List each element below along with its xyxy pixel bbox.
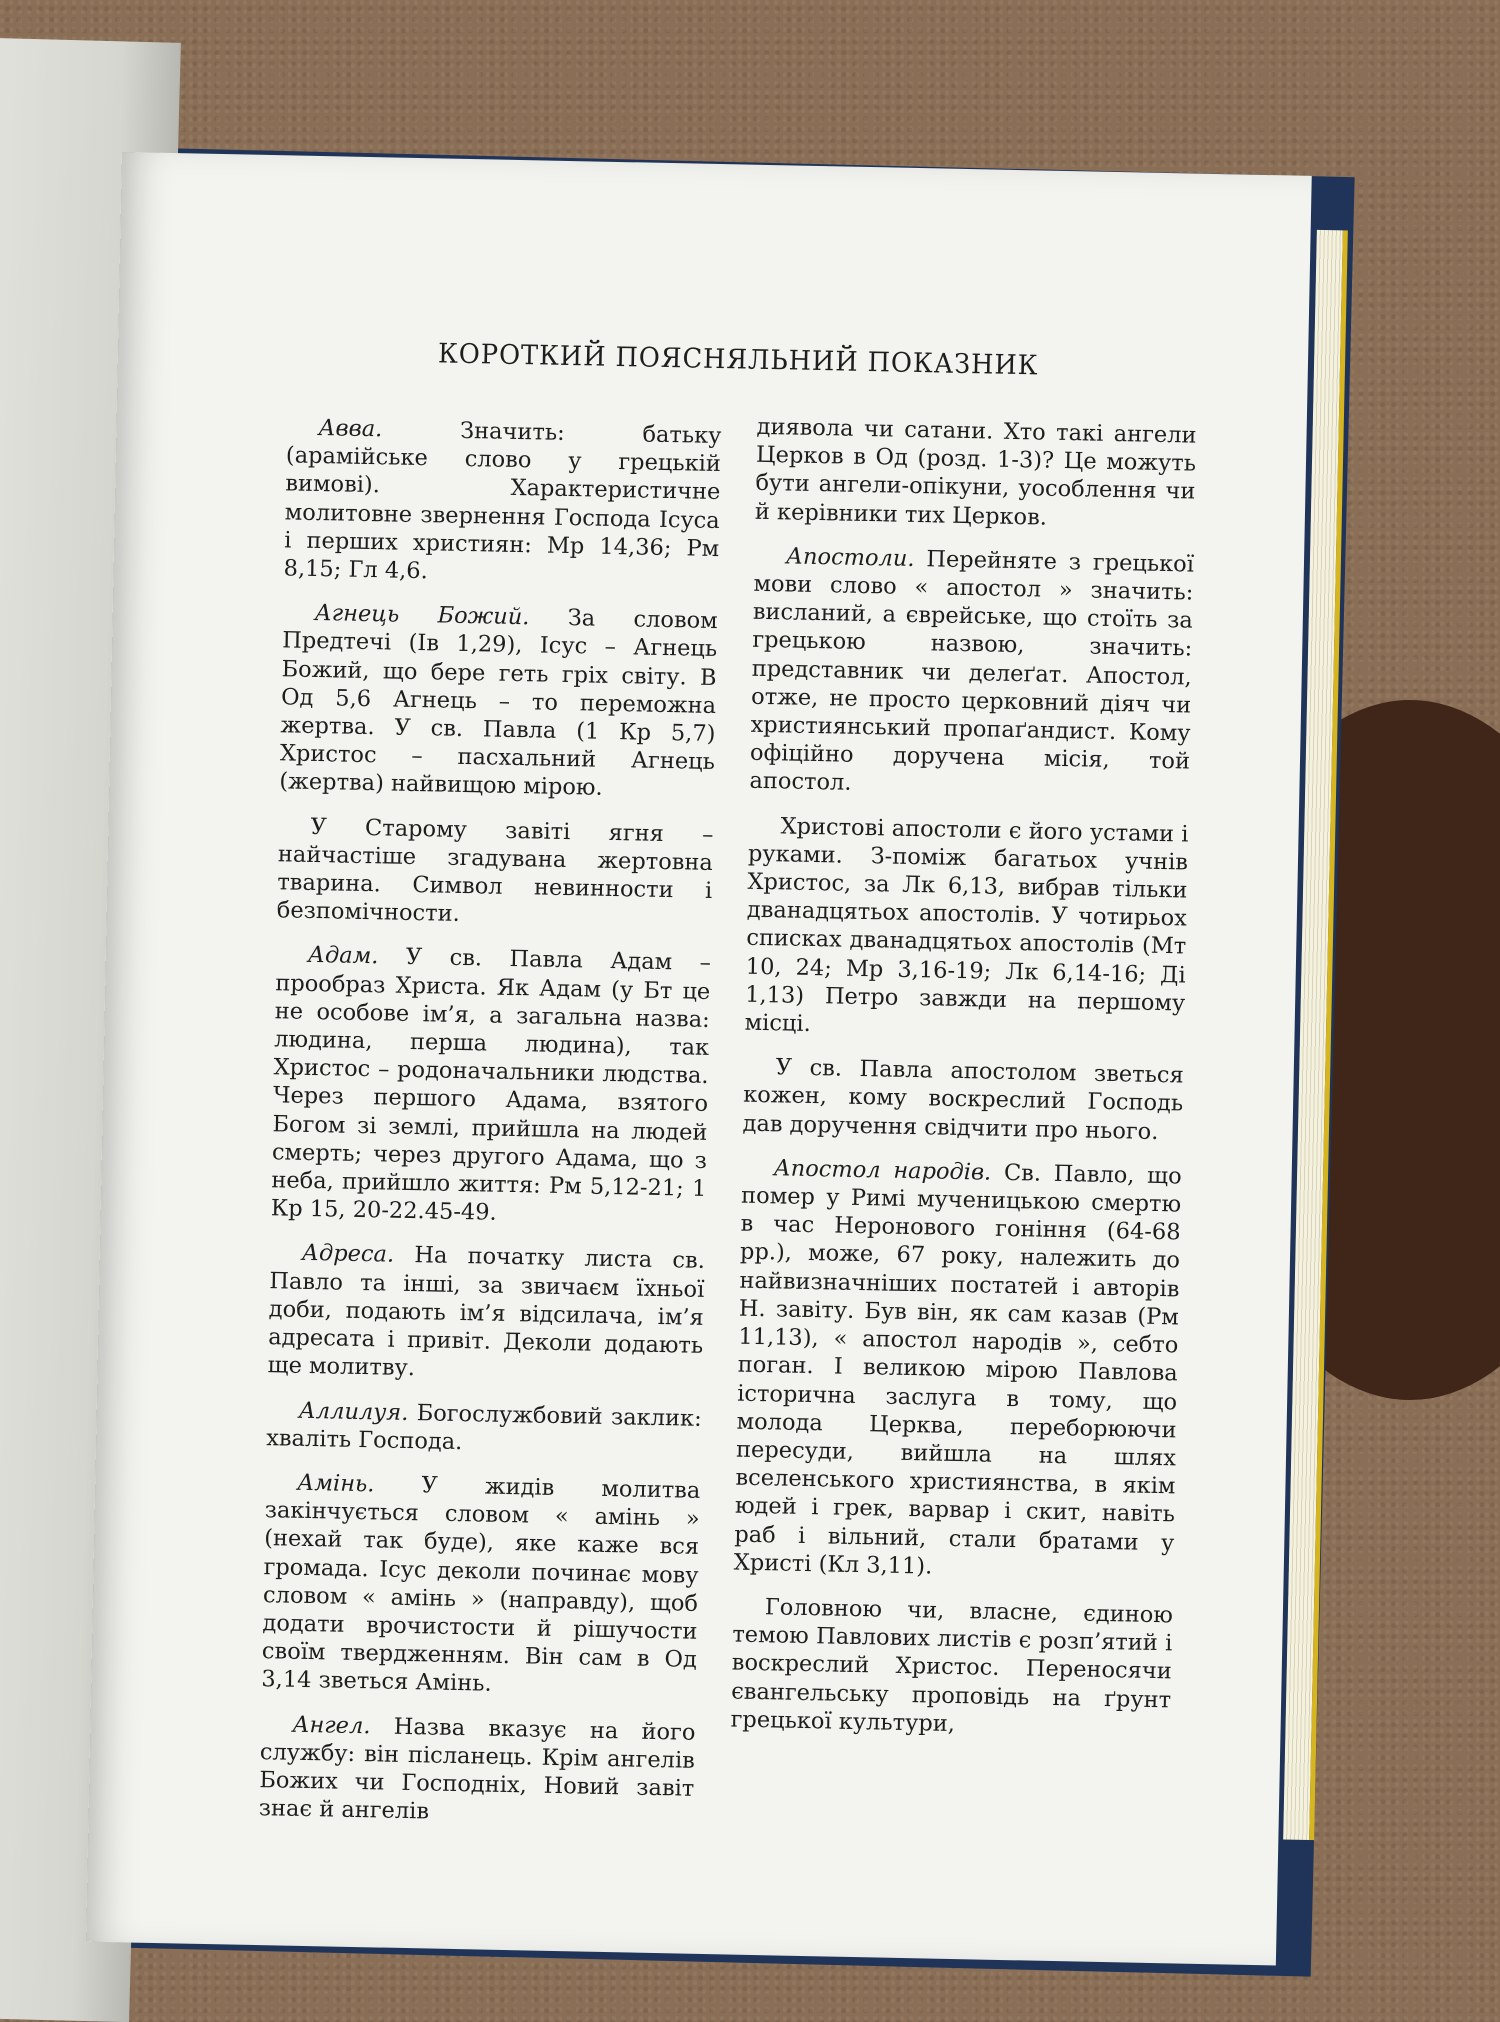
glossary-entry: [261, 1468, 700, 1702]
book-page: [86, 152, 1312, 1966]
entry-text: У св. Павла апостолом зветься кожен, кому воскреслий Господь дав доручення свідчити про нього.: [742, 1054, 1184, 1145]
glossary-entry: [744, 811, 1188, 1045]
glossary-entry: [259, 1710, 696, 1832]
entry-text: Богослужбовий заклик: хваліть Господа.: [265, 1399, 702, 1455]
glossary-entry: [755, 413, 1197, 535]
entry-text: Значить: батьку (арамійське слово у грецькій вимові). Характеристичне молитовне звернення Господа Ісуса і перших християн: Мр 14,36; Рм 8,15; Гл 4,6.: [283, 417, 722, 585]
glossary-entry: [271, 941, 712, 1232]
glossary-entry: [734, 1154, 1182, 1586]
entry-text: Св. Павло, що помер у Римі мученицькою смертю в час Неронового гоніння (64-68 рр.), може, 67 року, належить до найвизначніших постатей і авторів Н. завіту. Був він, як сам казав (Рм 11,13), « апостол народів », себто поган. І великою мірою Павлова історична заслуга в тому, що молода Церква, переборюючи пересуди, вийшла на шлях вселенського християнства, в якім юдей і грек, варвар і скит, навіть раб і вільний, стали братами у Христі (Кл 3,11).: [733, 1159, 1182, 1580]
entry-text: За словом Предтечі (Ів 1,29), Ісус – Агнець Божий, що бере геть гріх світу. В Од 5,6 Агнець – то переможна жертва. У св. Павла (1 Кр 5,7) Христос – пасхальний Агнець (жертва) найвищою мірою.: [279, 605, 718, 802]
page-title: КОРОТКИЙ ПОЯСНЯЛЬНИЙ ПОКАЗНИК: [437, 338, 1039, 382]
entry-text: На початку листа св. Павло та інші, за звичаєм їхньої доби, подають ім’я відсилача, ім’я адресата і привіт. Деколи додають ще молитву.: [267, 1242, 706, 1382]
entry-term: Авва.: [318, 415, 383, 443]
entry-text: Назва вказує на його службу: він післанець. Крім ангелів Божих чи Господніх, Новий завіт знає й ангелів: [258, 1713, 696, 1825]
entry-text: диявола чи сатани. Хто такі ангели Церков в Од (розд. 1-3)? Це можуть бути ангели-опікуни, уособлення чи й керівники тих Церков.: [754, 413, 1197, 531]
entry-term: Аллилуя.: [298, 1397, 409, 1426]
left-column: [258, 413, 722, 1847]
glossary-entry: [279, 599, 718, 805]
entry-term: Ангел.: [292, 1711, 371, 1739]
entry-text: Христові апостоли є його устами і руками. З-поміж багатьох учнів Христос, за Лк 6,13, вибрав тільки дванадцятьох апостолів. У чотирьох списках дванадцятьох апостолів (Мт 10, 24; Мр 3,16-19; Лк 6,14-16; Ді 1,13) Петро завжди на першому місці.: [744, 812, 1189, 1038]
glossary-entry: [730, 1592, 1173, 1742]
entry-term: Апостол народів.: [773, 1155, 992, 1186]
entry-text: У жидів молитва закінчується словом « амінь » (нехай так буде), яке каже вся громада. Ісус деколи починає мову словом « амінь » (направду), щоб додати врочистости й рішучости своїм твердженням. Він сам в Од 3,14 зветься Амінь.: [261, 1472, 701, 1698]
entry-text: Головною чи, власне, єдиною темою Павлових листів є розп’ятий і воскреслий Христос. Переносячи євангельську проповідь на ґрунт грецької культури,: [730, 1594, 1174, 1737]
entry-term: Адам.: [307, 942, 379, 970]
entry-text: У Старому завіті ягня – найчастіше згадувана жертовна тварина. Символ невинности і безпомічности.: [276, 813, 714, 928]
glossary-entry: [283, 413, 721, 591]
glossary-entry: [266, 1396, 702, 1461]
glossary-entry: [277, 812, 714, 934]
glossary-entry: [749, 542, 1194, 805]
entry-term: Апостоли.: [785, 543, 915, 572]
entry-term: Агнець Божий.: [314, 600, 530, 631]
entry-term: Амінь.: [297, 1469, 375, 1498]
entry-term: Адреса.: [301, 1240, 395, 1269]
glossary-entry: [742, 1053, 1184, 1146]
glossary-entry: [267, 1239, 705, 1389]
entry-text: У св. Павла Адам – прообраз Христа. Як Адам (у Бт це не особове ім’я, а загальна назва: людина, перша людина), так Христос – родоначальники людства. Через першого Адама, взятого Богом зі землі, прийшла на людей смерть; через другого Адама, що з неба, прийшло життя: Рм 5,12-21; 1 Кр 15, 20-22.45-49.: [270, 944, 712, 1227]
entry-text: Перейняте з грецької мови слово « апостол » значить: висланий, а єврейське, що стоїть за грецькою назвою, значить: представник чи делеґат. Апостол, отже, не просто церковний діяч чи християнський пропаґандист. Кому офіційно доручена місія, той апостол.: [749, 546, 1195, 797]
right-column: [730, 413, 1197, 1759]
